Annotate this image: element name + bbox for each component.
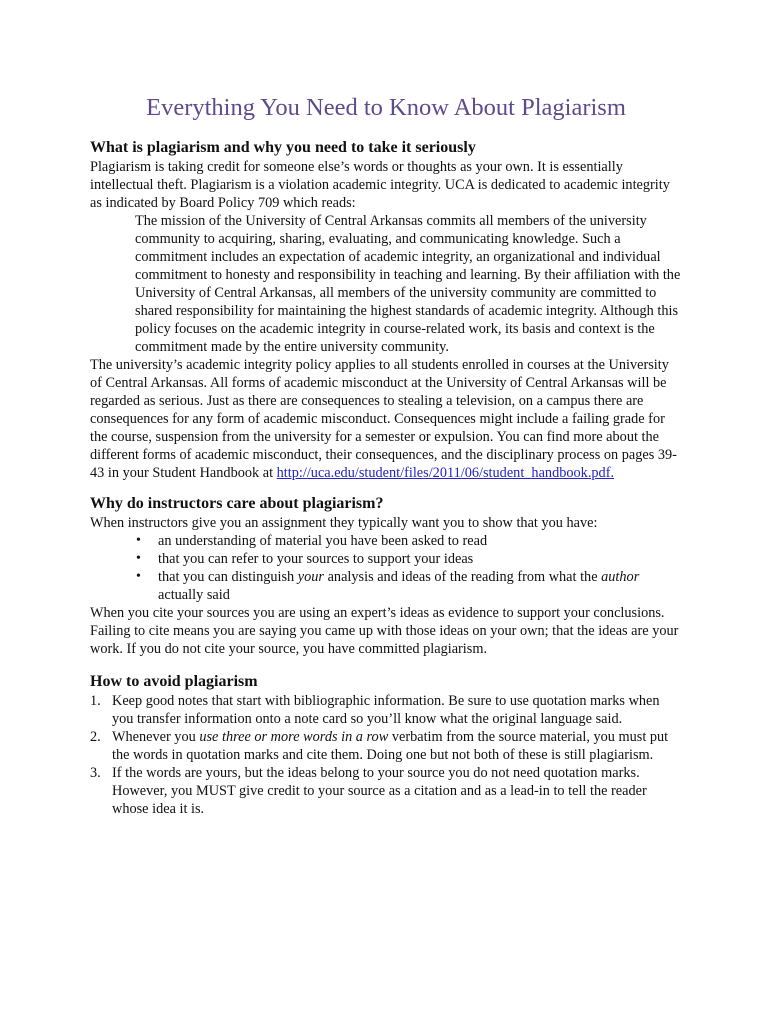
step-number: 2. xyxy=(90,729,101,745)
list-item xyxy=(158,568,682,604)
section-heading-how-to-avoid: How to avoid plagiarism xyxy=(90,673,258,690)
document-page xyxy=(90,92,682,818)
step-text: If the words are yours, but the ideas belong to your source you do not need quotation marks. However, you MUST give credit to your source as a citation and as a lead-in to tell the reader whose idea it is. xyxy=(112,765,647,817)
page-title: Everything You Need to Know About Plagiarism xyxy=(146,94,626,121)
section-heading-why-instructors-care: Why do instructors care about plagiarism? xyxy=(90,495,384,512)
student-handbook-link[interactable]: http://uca.edu/student/files/2011/06/student_handbook.pdf. xyxy=(276,465,615,481)
bullet3-emphasis-your: your xyxy=(297,569,324,585)
section2-outro: When you cite your sources you are using an expert’s ideas as evidence to support your conclusions. Failing to cite means you are saying you came up with those ideas on your own; that the ideas are your work. If you do not cite your source, you have committed plagiarism. xyxy=(90,605,679,657)
step2-text-b: verbatim from the source material, you must put the words in quotation marks and cite them. Doing one but not both of these is still plagiarism. xyxy=(112,729,669,763)
list-item xyxy=(90,692,682,728)
section1-body xyxy=(90,356,682,482)
step-number: 3. xyxy=(90,765,101,781)
bullet3-text-a: that you can distinguish xyxy=(158,569,298,585)
list-item: • that you can refer to your sources to support your ideas xyxy=(158,550,682,568)
list-item xyxy=(90,728,682,764)
bullet3-text-c: actually said xyxy=(158,587,230,603)
step2-emphasis: use three or more words in a row xyxy=(199,729,389,745)
instructor-expectations-list xyxy=(90,532,682,604)
list-item xyxy=(90,764,682,818)
list-item: • an understanding of material you have been asked to read xyxy=(158,532,682,550)
step-text: Keep good notes that start with bibliographic information. Be sure to use quotation marks when you transfer information onto a note card so you’ll know what the original language said. xyxy=(112,693,660,727)
step2-text-a: Whenever you xyxy=(112,729,200,745)
board-policy-quote: The mission of the University of Central Arkansas commits all members of the university community to acquiring, sharing, evaluating, and communicating knowledge. Such a commitment includes an expectation of academic integrity, an organizational and individual commitment to honesty and responsibility in teaching and learning. By their affiliation with the University of Central Arkansas, all members of the university community are committed to shared responsibility for maintaining the highest standards of academic integrity. Although this policy focuses on the academic integrity in course-related work, its basis and context is the commitment made by the entire university community. xyxy=(135,213,681,355)
bullet3-emphasis-author: author xyxy=(601,569,640,585)
section2-intro: When instructors give you an assignment they typically want you to show that you have: xyxy=(90,515,598,531)
section1-intro: Plagiarism is taking credit for someone else’s words or thoughts as your own. It is essentially intellectual theft. Plagiarism is a violation academic integrity. UCA is dedicated to academic integrity as indicated by Board Policy 709 which reads: xyxy=(90,159,670,211)
step-number: 1. xyxy=(90,693,101,709)
bullet3-text-b: analysis and ideas of the reading from what the xyxy=(324,569,602,585)
section-heading-what-is-plagiarism: What is plagiarism and why you need to take it seriously xyxy=(90,139,476,156)
section1-body-text: The university’s academic integrity policy applies to all students enrolled in courses at the University of Central Arkansas. All forms of academic misconduct at the University of Central Arkansas will be regarded as serious. Just as there are consequences to stealing a television, on a campus there are consequences for any form of academic misconduct. Consequences might include a failing grade for the course, suspension from the university for a semester or expulsion. You can find more about the different forms of academic misconduct, their consequences, and the disciplinary process on pages 39-43 in your Student Handbook at xyxy=(90,357,677,481)
avoid-plagiarism-steps xyxy=(90,692,682,818)
